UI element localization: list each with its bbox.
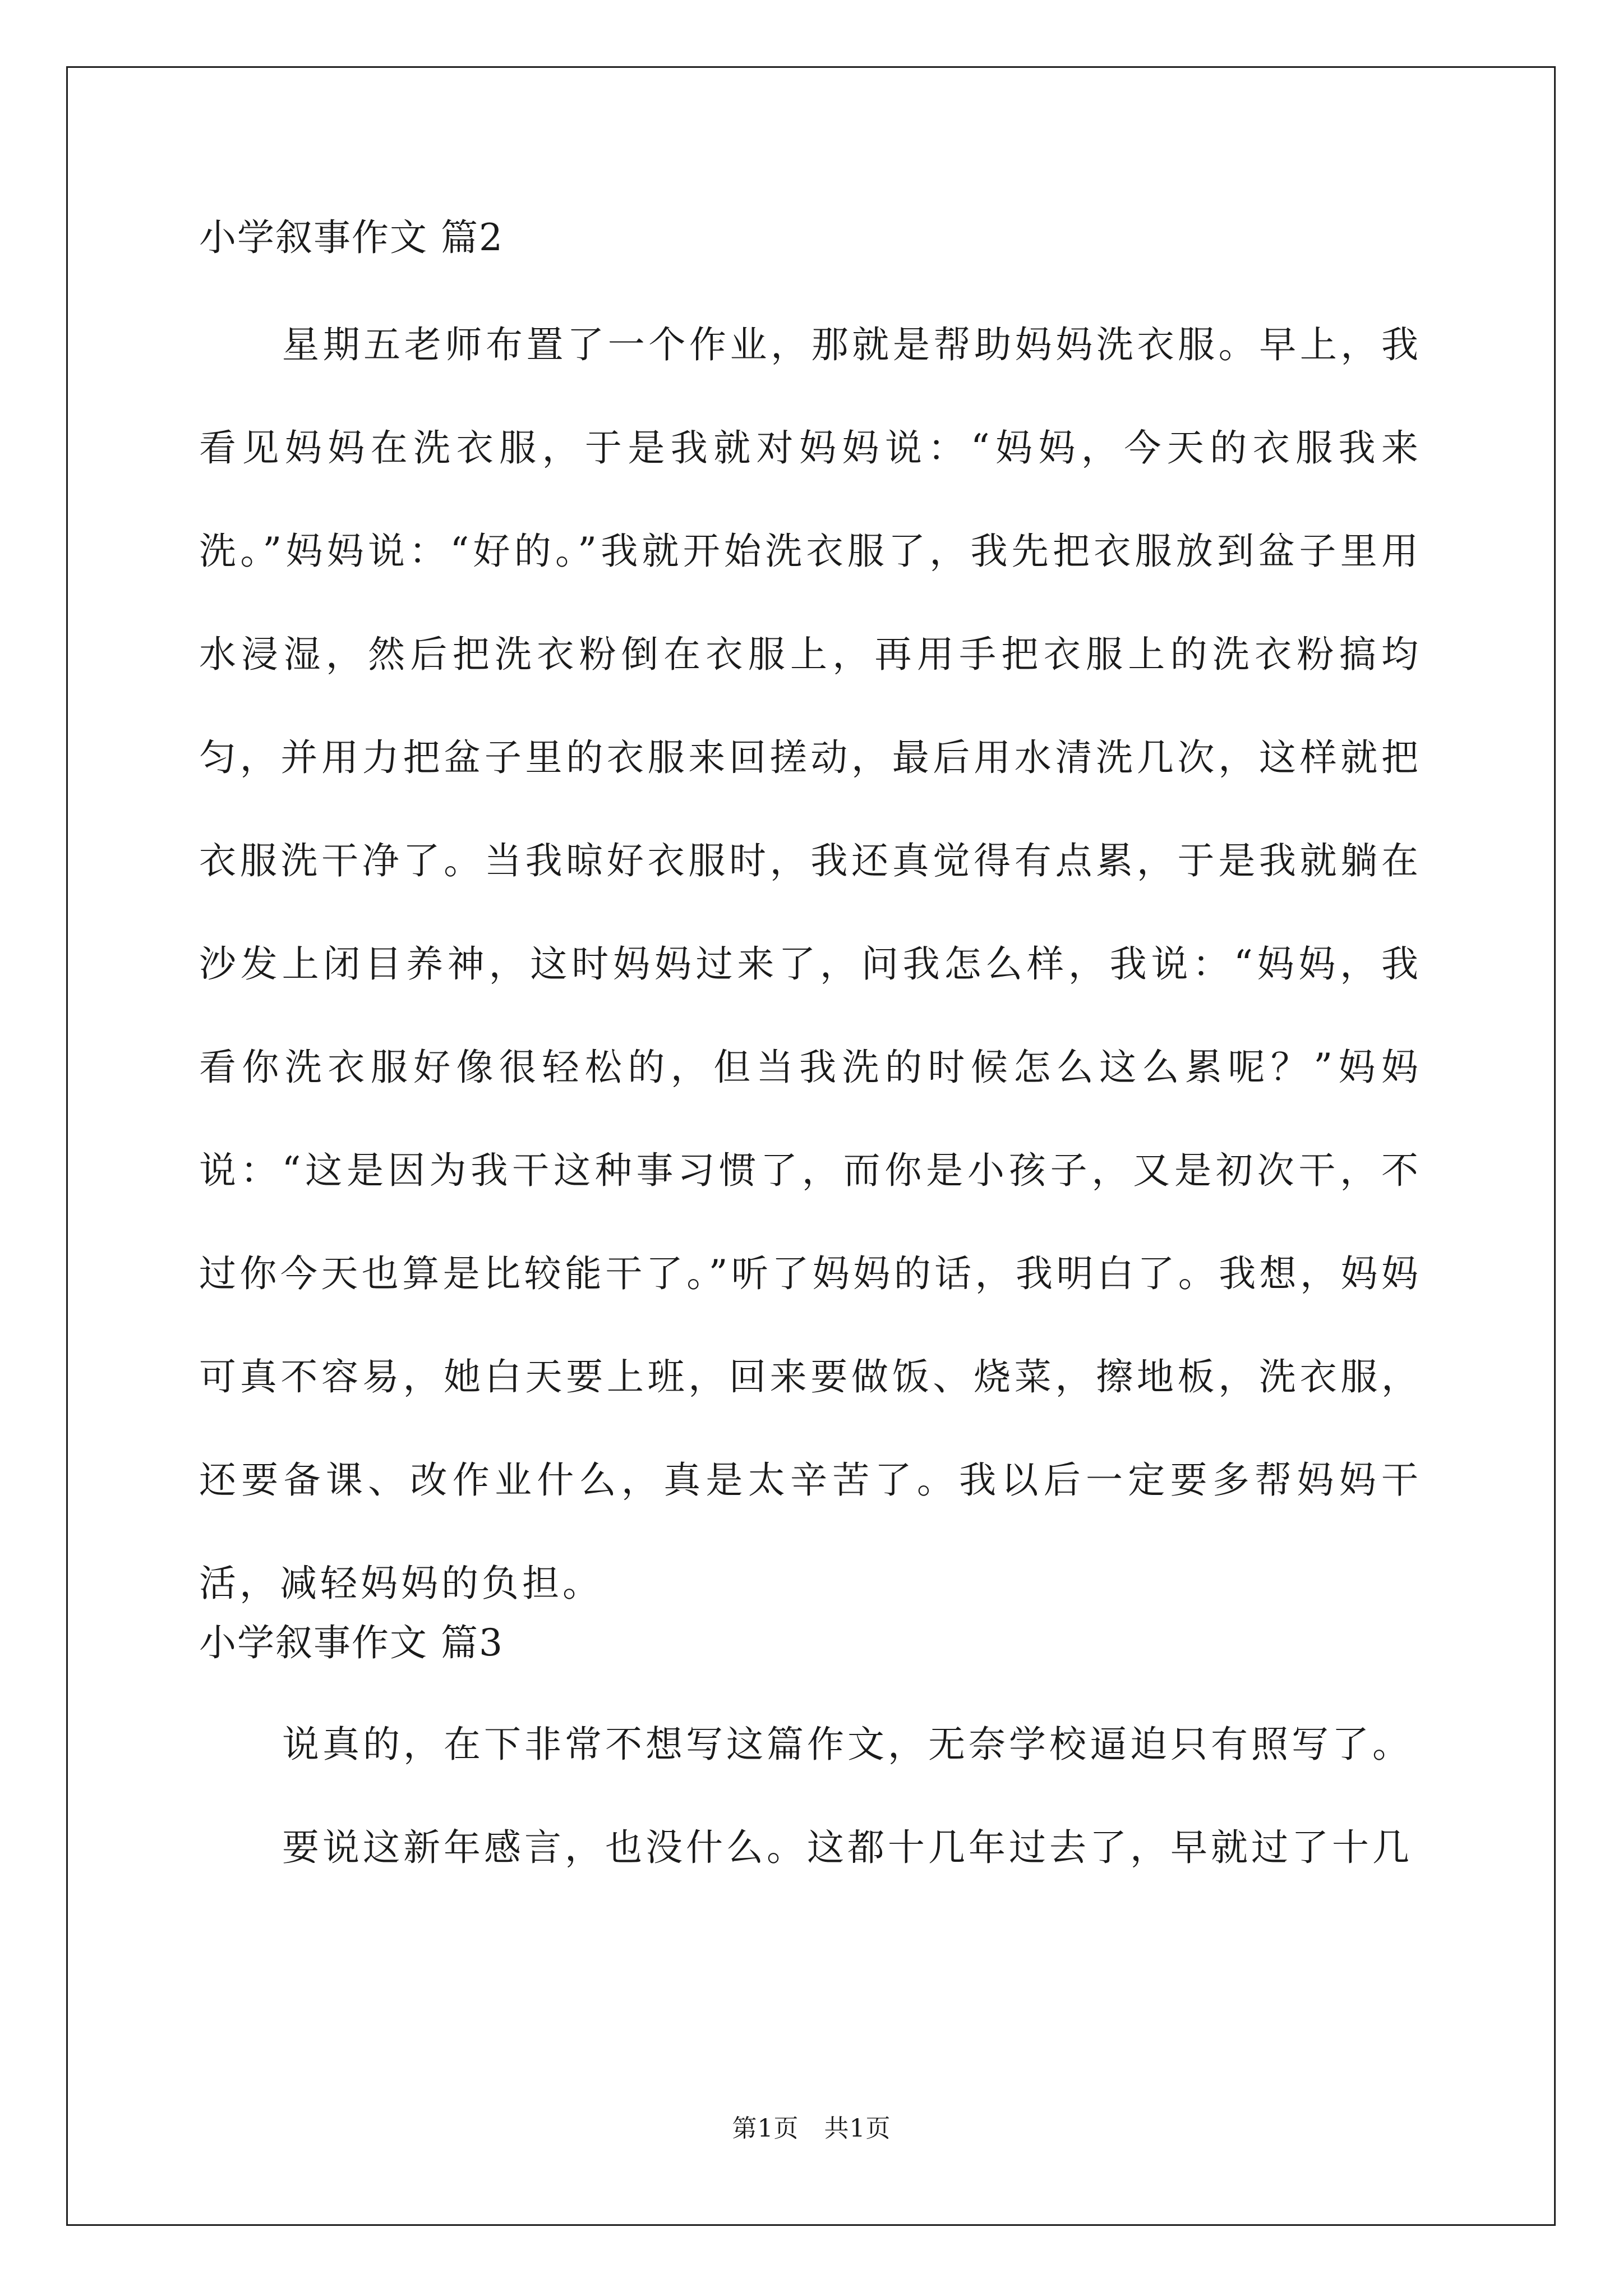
paragraph: 要说这新年感言，也没什么。这都十几年过去了，早就过了十几	[282, 1826, 1413, 1869]
document-body	[199, 213, 1422, 1899]
section-heading: 小学叙事作文 篇2	[199, 216, 504, 259]
page-number-footer: 第1页 共1页	[732, 2114, 891, 2143]
section-heading: 小学叙事作文 篇3	[199, 1621, 504, 1664]
paragraph: 星期五老师布置了一个作业，那就是帮助妈妈洗衣服。早上，我看见妈妈在洗衣服，于是我就对妈妈说：“妈妈，今天的衣服我来洗。”妈妈说：“好的。”我就开始洗衣服了，我先把衣服放到盆子里用水浸湿，然后把洗衣粉倒在衣服上，再用手把衣服上的洗衣粉搞均匀，并用力把盆子里的衣服来回搓动，最后用水清洗几次，这样就把衣服洗干净了。当我晾好衣服时，我还真觉得有点累，于是我就躺在沙发上闭目养神，这时妈妈过来了，问我怎么样，我说：“妈妈，我看你洗衣服好像很轻松的，但当我洗的时候怎么这么累呢？”妈妈说：“这是因为我干这种事习惯了，而你是小孩子，又是初次干，不过你今天也算是比较能干了。”听了妈妈的话，我明白了。我想，妈妈可真不容易，她白天要上班，回来要做饭、烧菜，擦地板，洗衣服，还要备课、改作业什么，真是太辛苦了。我以后一定要多帮妈妈干活，减轻妈妈的负担。	[199, 323, 1422, 1605]
paragraph: 说真的，在下非常不想写这篇作文，无奈学校逼迫只有照写了。	[282, 1723, 1413, 1766]
